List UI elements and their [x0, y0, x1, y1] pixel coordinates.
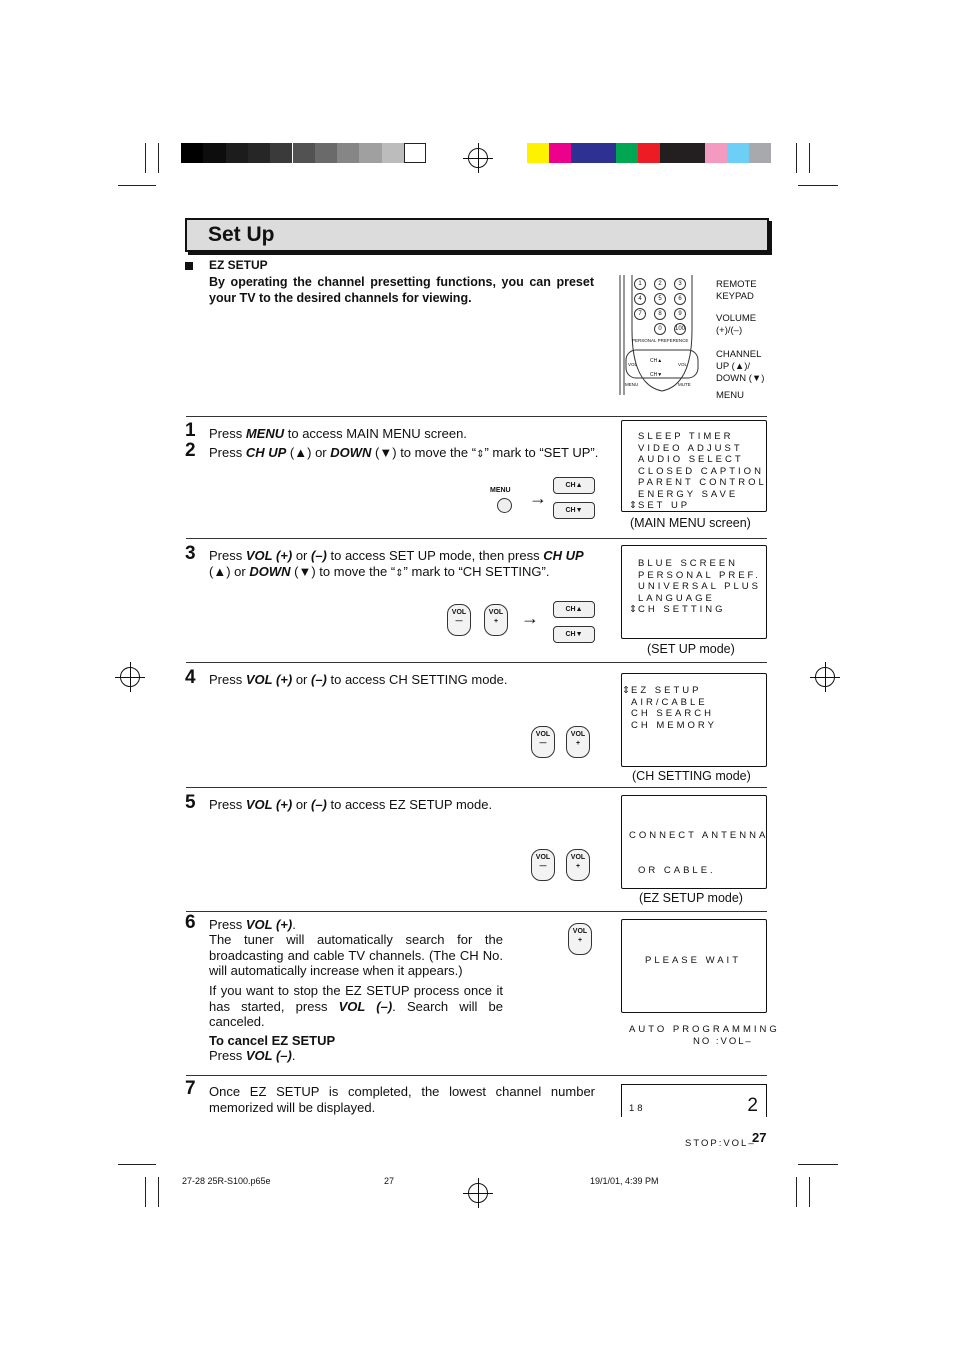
step-number: 4 — [185, 667, 196, 688]
registration-mark-icon — [120, 667, 140, 687]
step-number: 7 — [185, 1078, 196, 1099]
ch-down-button-illustration: CH▼ — [553, 502, 595, 519]
divider — [186, 416, 767, 417]
final-channel-number: 2 — [747, 1095, 758, 1116]
ch-up-button-illustration: CH▲ — [553, 477, 595, 494]
remote-illustration — [612, 275, 712, 395]
gray-bar-swatch — [248, 143, 270, 163]
screen-line: CH SEARCH — [631, 708, 714, 719]
gray-bar-swatch — [226, 143, 248, 163]
screen-line: VIDEO ADJUST — [638, 442, 743, 454]
screen-line: PERSONAL PREF. — [638, 569, 761, 581]
vol-minus-button-illustration: VOL — — [531, 726, 555, 758]
keypad-key: 8 — [654, 308, 666, 320]
remote-menu-label: MENU — [625, 382, 639, 387]
gray-bar-swatch — [337, 143, 359, 163]
color-bar-swatch — [727, 143, 749, 163]
keypad-key: 5 — [654, 293, 666, 305]
screen-line: 18 — [629, 1103, 646, 1114]
remote-mute-label: MUTE — [678, 382, 691, 387]
registration-mark-icon — [468, 1183, 488, 1203]
step-number: 3 — [185, 543, 196, 564]
keypad-key: 4 — [634, 293, 646, 305]
page-title-box — [185, 218, 769, 252]
menu-button-icon — [497, 498, 512, 513]
vol-minus-button-illustration: VOL — — [531, 849, 555, 881]
personal-preference-label: PERSONAL PREFERENCE — [632, 338, 689, 343]
crop-mark — [798, 1164, 838, 1165]
page-number: 27 — [752, 1130, 767, 1145]
gray-bar-swatch — [359, 143, 381, 163]
ch-up-button-illustration: CH▲ — [553, 601, 595, 618]
step-number: 1 — [185, 420, 196, 441]
crop-mark — [796, 1177, 797, 1207]
page-title: Set Up — [208, 223, 275, 246]
keypad-key: 100 — [674, 323, 686, 335]
arrow-right-icon: → — [521, 608, 539, 628]
screen-line: ENERGY SAVE — [638, 488, 739, 500]
selection-marker-icon: ⇕ — [629, 500, 637, 511]
step-6-description: The tuner will automatically search for the broadcasting and cable TV channels. (The CH No. will automatically increase when it appears.) — [209, 932, 503, 978]
crop-mark — [796, 143, 797, 173]
selection-marker-icon: ⇕ — [622, 685, 630, 696]
step-1-text: Press MENU to access MAIN MENU screen. — [209, 426, 467, 441]
gray-bar-swatch — [404, 143, 426, 163]
ch-down-button-illustration: CH▼ — [553, 626, 595, 643]
vol-plus-button-illustration: VOL + — [484, 604, 508, 636]
step-number: 5 — [185, 792, 196, 813]
color-bar-swatch — [682, 143, 704, 163]
registration-mark-icon — [815, 667, 835, 687]
step-number: 6 — [185, 912, 196, 933]
screen-line: PARENT CONTROL — [638, 477, 767, 488]
screen-line: CH MEMORY — [631, 719, 717, 731]
selection-marker-icon: ⇕ — [629, 604, 637, 615]
crop-mark — [145, 143, 146, 173]
final-screen — [621, 1084, 767, 1117]
screen-line: OR CABLE. — [638, 864, 716, 876]
crop-mark — [798, 185, 838, 186]
screen-line: ⇕ CH SETTING — [629, 604, 726, 615]
vol-plus-button-illustration: VOL + — [566, 726, 590, 758]
bullet-icon — [185, 262, 193, 270]
menu-button-label: MENU — [490, 487, 511, 494]
footer-page: 27 — [384, 1176, 395, 1186]
cancel-title: To cancel EZ SETUP — [209, 1033, 336, 1048]
color-bar-swatch — [594, 143, 616, 163]
color-bar-swatch — [549, 143, 571, 163]
screen-line: AIR/CABLE — [631, 696, 708, 708]
registration-mark-icon — [468, 148, 488, 168]
keypad-key: 0 — [654, 323, 666, 335]
intro-text: By operating the channel presetting functions, you can preset your TV to the desired channels for viewing. — [209, 275, 594, 305]
keypad-key: 7 — [634, 308, 646, 320]
setup-mode-caption: (SET UP mode) — [647, 642, 735, 656]
screen-line: CONNECT ANTENNA — [629, 830, 769, 841]
screen-line: SLEEP TIMER — [638, 431, 734, 442]
screen-line: AUTO PROGRAMMING — [629, 1023, 780, 1035]
crop-mark — [809, 143, 810, 173]
color-bar-swatch — [527, 143, 549, 163]
divider — [186, 787, 767, 788]
volume-label: VOLUME (+)/(–) — [716, 313, 757, 336]
screen-line: LANGUAGE — [638, 592, 715, 604]
crop-mark — [118, 185, 156, 186]
vol-plus-button-illustration: VOL + — [568, 923, 592, 955]
keypad-key: 1 — [634, 278, 646, 290]
step-3-text: Press VOL (+) or (–) to access SET UP mode, then press CH UP (▲) or DOWN (▼) to move the “⇕” mark to “CH SETTING”. — [209, 548, 584, 579]
channel-label-3: DOWN (▼) — [716, 373, 765, 384]
remote-vol-minus-label: VOL — [628, 362, 638, 367]
color-bar-swatch — [571, 143, 593, 163]
keypad-key: 9 — [674, 308, 686, 320]
step-6-press: Press VOL (+). — [209, 917, 296, 932]
cancel-press: Press VOL (–). — [209, 1048, 296, 1063]
crop-mark — [145, 1177, 146, 1207]
gray-bar-swatch — [315, 143, 337, 163]
arrow-right-icon: → — [529, 488, 547, 508]
remote-ch-up-label: CH▲ — [650, 358, 663, 364]
screen-line: CLOSED CAPTION — [638, 465, 764, 477]
setup-mode-screen — [621, 545, 767, 639]
main-menu-screen — [621, 420, 767, 512]
footer-date: 19/1/01, 4:39 PM — [590, 1176, 659, 1186]
gray-bar-swatch — [293, 143, 315, 163]
vol-plus-button-illustration: VOL + — [566, 849, 590, 881]
menu-label: MENU — [716, 390, 744, 401]
crop-mark — [158, 1177, 159, 1207]
color-bar-swatch — [616, 143, 638, 163]
gray-bar-swatch — [270, 143, 292, 163]
vol-minus-button-illustration: VOL — — [447, 604, 471, 636]
color-bar-swatch — [749, 143, 771, 163]
color-bar-swatch — [660, 143, 682, 163]
step-4-text: Press VOL (+) or (–) to access CH SETTING mode. — [209, 672, 508, 687]
screen-line: BLUE SCREEN — [638, 558, 739, 569]
keypad-key: 2 — [654, 278, 666, 290]
gray-bar-swatch — [181, 143, 203, 163]
crop-mark — [809, 1177, 810, 1207]
color-bar-swatch — [638, 143, 660, 163]
step-7-text: Once EZ SETUP is completed, the lowest channel number memorized will be displayed. — [209, 1084, 595, 1115]
ez-setup-caption: (EZ SETUP mode) — [639, 891, 743, 905]
color-bar-swatch — [705, 143, 727, 163]
screen-line: STOP:VOL– — [685, 1137, 756, 1149]
crop-mark — [158, 143, 159, 173]
main-menu-caption: (MAIN MENU screen) — [630, 516, 751, 530]
screen-line: AUDIO SELECT — [638, 454, 744, 465]
divider — [186, 538, 767, 539]
step-5-text: Press VOL (+) or (–) to access EZ SETUP mode. — [209, 797, 493, 812]
remote-vol-plus-label: VOL — [678, 362, 688, 367]
step-number: 2 — [185, 440, 196, 461]
section-label: EZ SETUP — [209, 258, 268, 272]
screen-line: ⇕ EZ SETUP — [622, 685, 702, 696]
step-2-text: Press CH UP (▲) or DOWN (▼) to move the “⇕” mark to “SET UP”. — [209, 445, 599, 460]
screen-line: PLEASE WAIT — [645, 955, 741, 966]
crop-mark — [118, 1164, 156, 1165]
divider — [186, 662, 767, 663]
footer-file: 27-28 25R-S100.p65e — [182, 1176, 271, 1186]
remote-ch-down-label: CH▼ — [650, 372, 663, 378]
ch-setting-caption: (CH SETTING mode) — [632, 769, 751, 783]
screen-line: ⇕ SET UP — [629, 500, 691, 511]
channel-label-2: UP (▲)/ — [716, 361, 751, 372]
keypad-key: 3 — [674, 278, 686, 290]
screen-line: NO :VOL– — [693, 1036, 753, 1047]
menu-button-illustration — [490, 487, 511, 494]
ch-setting-screen — [621, 673, 767, 767]
keypad-key: 6 — [674, 293, 686, 305]
gray-bar-swatch — [203, 143, 225, 163]
channel-label-1: CHANNEL — [716, 349, 762, 360]
gray-bar-swatch — [382, 143, 404, 163]
remote-keypad-label: REMOTE KEYPAD — [716, 279, 757, 302]
step-6-stop-note: If you want to stop the EZ SETUP process once it has started, press VOL (–). Search will be canceled. — [209, 983, 503, 1029]
screen-line: UNIVERSAL PLUS — [638, 581, 761, 592]
